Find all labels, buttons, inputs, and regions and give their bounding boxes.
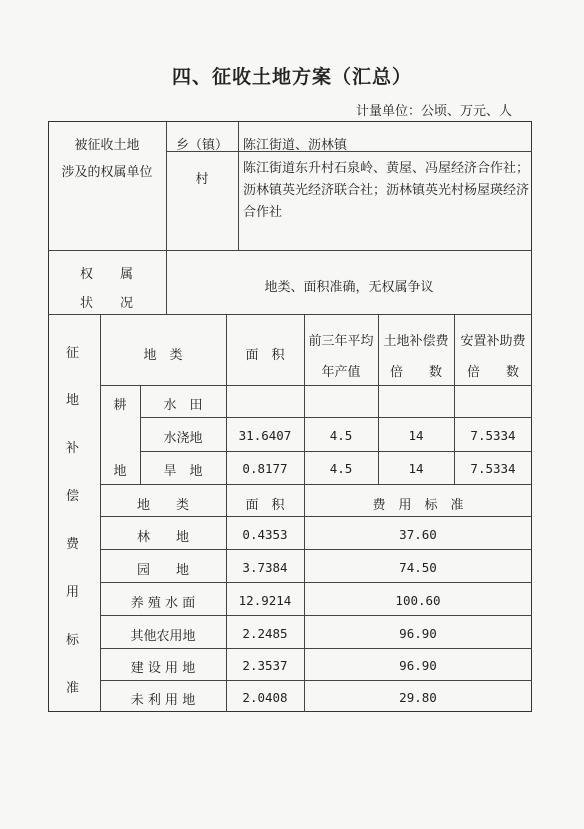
ownership-label-char: 状 (80, 296, 94, 311)
arable-row-type: 水 田 (163, 398, 203, 413)
other-row-fee: 96.90 (399, 626, 437, 641)
ownership-label-char: 况 (120, 296, 134, 311)
other-row-type: 养 殖 水 面 (130, 596, 196, 611)
ownership-value: 地类、面积准确，无权属争议 (264, 280, 434, 295)
other-row-area: 2.0408 (242, 690, 288, 705)
arable-row-type: 旱 地 (163, 464, 203, 479)
other-row-area: 12.9214 (238, 593, 292, 608)
col-header-avg-output-1: 前三年平均 (308, 334, 374, 349)
side-char: 补 (66, 441, 80, 456)
other-row-type: 建 设 用 地 (130, 661, 196, 676)
arable-row-resettle-mult: 7.5334 (470, 461, 516, 476)
other-row-fee: 29.80 (399, 690, 437, 705)
other-row-fee: 96.90 (399, 658, 437, 673)
other-row-type: 园 地 (136, 563, 189, 578)
township-label: 乡（镇） (175, 138, 228, 153)
side-char: 费 (66, 537, 80, 552)
other-row-area: 2.2485 (242, 626, 288, 641)
owner-label-line2: 涉及的权属单位 (61, 165, 153, 180)
arable-row-area: 0.8177 (242, 461, 288, 476)
village-label: 村 (195, 172, 209, 187)
col-header-land-comp-1: 土地补偿费 (383, 334, 449, 349)
owner-label-line1: 被征收土地 (74, 138, 140, 153)
township-value: 陈江街道、沥林镇 (243, 138, 348, 153)
arable-row-output: 4.5 (329, 428, 353, 443)
side-char: 准 (66, 681, 80, 696)
other-row-area: 3.7384 (242, 560, 288, 575)
col-header-resettle-2: 倍 数 (466, 365, 519, 380)
other-row-fee: 37.60 (399, 527, 437, 542)
arable-row-land-mult: 14 (408, 428, 424, 443)
arable-row-resettle-mult: 7.5334 (470, 428, 516, 443)
arable-row-output: 4.5 (329, 461, 353, 476)
col-header-land-type: 地 类 (143, 348, 183, 363)
col-header-resettle-1: 安置补助费 (460, 334, 526, 349)
col-header-land-type-2: 地 类 (136, 498, 189, 513)
col-header-area: 面 积 (245, 348, 285, 363)
side-char: 标 (66, 633, 80, 648)
unit-note: 计量单位：公顷、万元、人 (355, 104, 512, 119)
arable-row-area: 31.6407 (238, 428, 292, 443)
other-row-type: 其他农用地 (130, 629, 196, 644)
other-row-area: 0.4353 (242, 527, 288, 542)
col-header-land-comp-2: 倍 数 (389, 365, 442, 380)
ownership-label-char: 属 (120, 267, 134, 282)
side-char: 用 (66, 585, 80, 600)
side-char: 偿 (66, 489, 80, 504)
col-header-area-2: 面 积 (245, 498, 285, 513)
village-line-2: 沥林镇英光经济联合社；沥林镇英光村杨屋瑛经济 (243, 183, 530, 198)
other-row-fee: 74.50 (399, 560, 437, 575)
side-char: 地 (66, 393, 80, 408)
other-row-fee: 100.60 (395, 593, 441, 608)
other-row-area: 2.3537 (242, 658, 288, 673)
ownership-label-char: 权 (80, 267, 94, 282)
other-row-type: 林 地 (136, 530, 189, 545)
other-row-type: 未 利 用 地 (130, 693, 196, 708)
arable-row-land-mult: 14 (408, 461, 424, 476)
arable-label: 地 (113, 464, 127, 479)
arable-label: 耕 (113, 398, 127, 413)
village-line-1: 陈江街道东升村石泉岭、黄屋、冯屋经济合作社； (243, 161, 530, 176)
page-title: 四、征收土地方案（汇总） (171, 66, 412, 88)
village-line-3: 合作社 (243, 205, 283, 220)
col-header-fee: 费 用 标 准 (372, 498, 464, 513)
side-char: 征 (66, 346, 80, 361)
arable-row-type: 水浇地 (163, 431, 203, 446)
col-header-avg-output-2: 年产值 (321, 365, 361, 380)
